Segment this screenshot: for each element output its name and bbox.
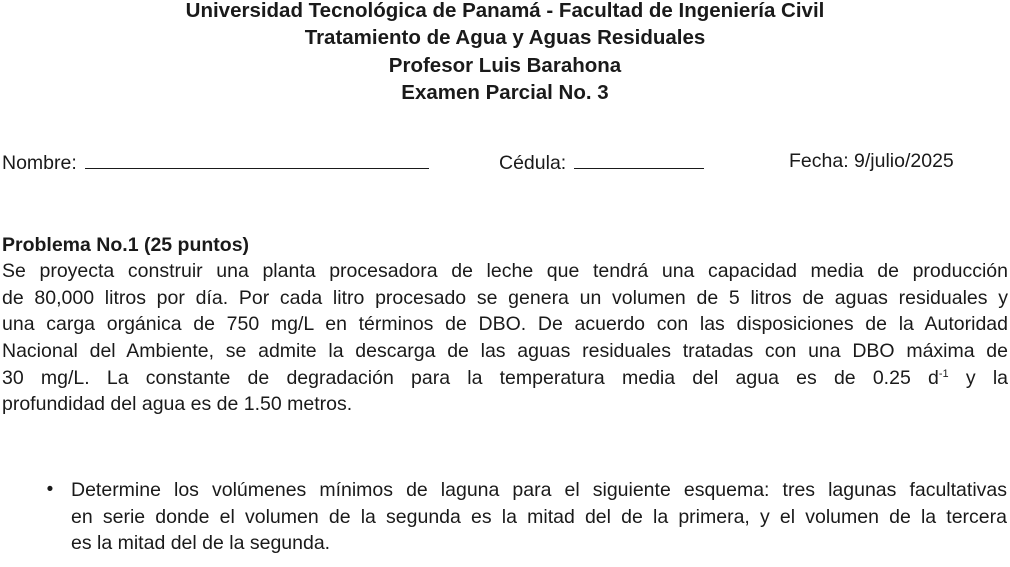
- nombre-blank-line[interactable]: [85, 150, 429, 169]
- task-line: es la mitad del de la segunda.: [71, 532, 331, 555]
- cedula-label: Cédula:: [499, 152, 567, 174]
- exponent: -1: [938, 367, 949, 380]
- statement-line: una carga orgánica de 750 mg/L en términos de DBO. De acuerdo con las disposiciones de la Autoridad: [2, 313, 1008, 336]
- statement-line: Se proyecta construir una planta procesadora de leche que tendrá una capacidad media de producción: [2, 260, 1008, 282]
- statement-line-text: 30 mg/L. La constante de degradación para la temperatura media del agua es de 0.25 d: [2, 366, 939, 389]
- task-text: [71, 477, 1007, 557]
- student-info-row: [0, 150, 1010, 176]
- problem-title: Problema No.1 (25 puntos): [2, 234, 250, 256]
- professor-name: Profesor Luis Barahona: [388, 53, 622, 77]
- problem-statement: [2, 258, 1008, 418]
- statement-line: de 80,000 litros por día. Por cada litro procesado se genera un volumen de 5 litros de aguas residuales y: [2, 286, 1008, 309]
- nombre-field[interactable]: [2, 150, 429, 175]
- task-line: en serie donde el volumen de la segunda es la mitad del de la primera, y el volumen de la tercera: [71, 505, 1007, 528]
- exam-title: Examen Parcial No. 3: [401, 81, 609, 104]
- cedula-field[interactable]: [499, 150, 704, 175]
- statement-line: Nacional del Ambiente, se admite la descarga de las aguas residuales tratadas con una DBO máxima de: [2, 340, 1008, 363]
- course-title: Tratamiento de Agua y Aguas Residuales: [304, 26, 706, 49]
- fecha-field: [789, 150, 954, 173]
- exam-header: [0, 0, 1010, 107]
- statement-line-with-exponent: [2, 365, 1008, 392]
- statement-line: profundidad del agua es de 1.50 metros.: [2, 393, 353, 416]
- nombre-label: Nombre:: [2, 152, 77, 174]
- task-line: Determine los volúmenes mínimos de laguna para el siguiente esquema: tres lagunas facultativas: [71, 479, 1007, 501]
- fecha-label: Fecha: 9/julio/2025: [789, 150, 954, 172]
- bullet-icon: •: [46, 479, 54, 500]
- university-title: Universidad Tecnológica de Panamá - Facultad de Ingeniería Civil: [185, 0, 825, 22]
- statement-line-text-end: y la: [948, 366, 1008, 389]
- cedula-blank-line[interactable]: [574, 150, 704, 169]
